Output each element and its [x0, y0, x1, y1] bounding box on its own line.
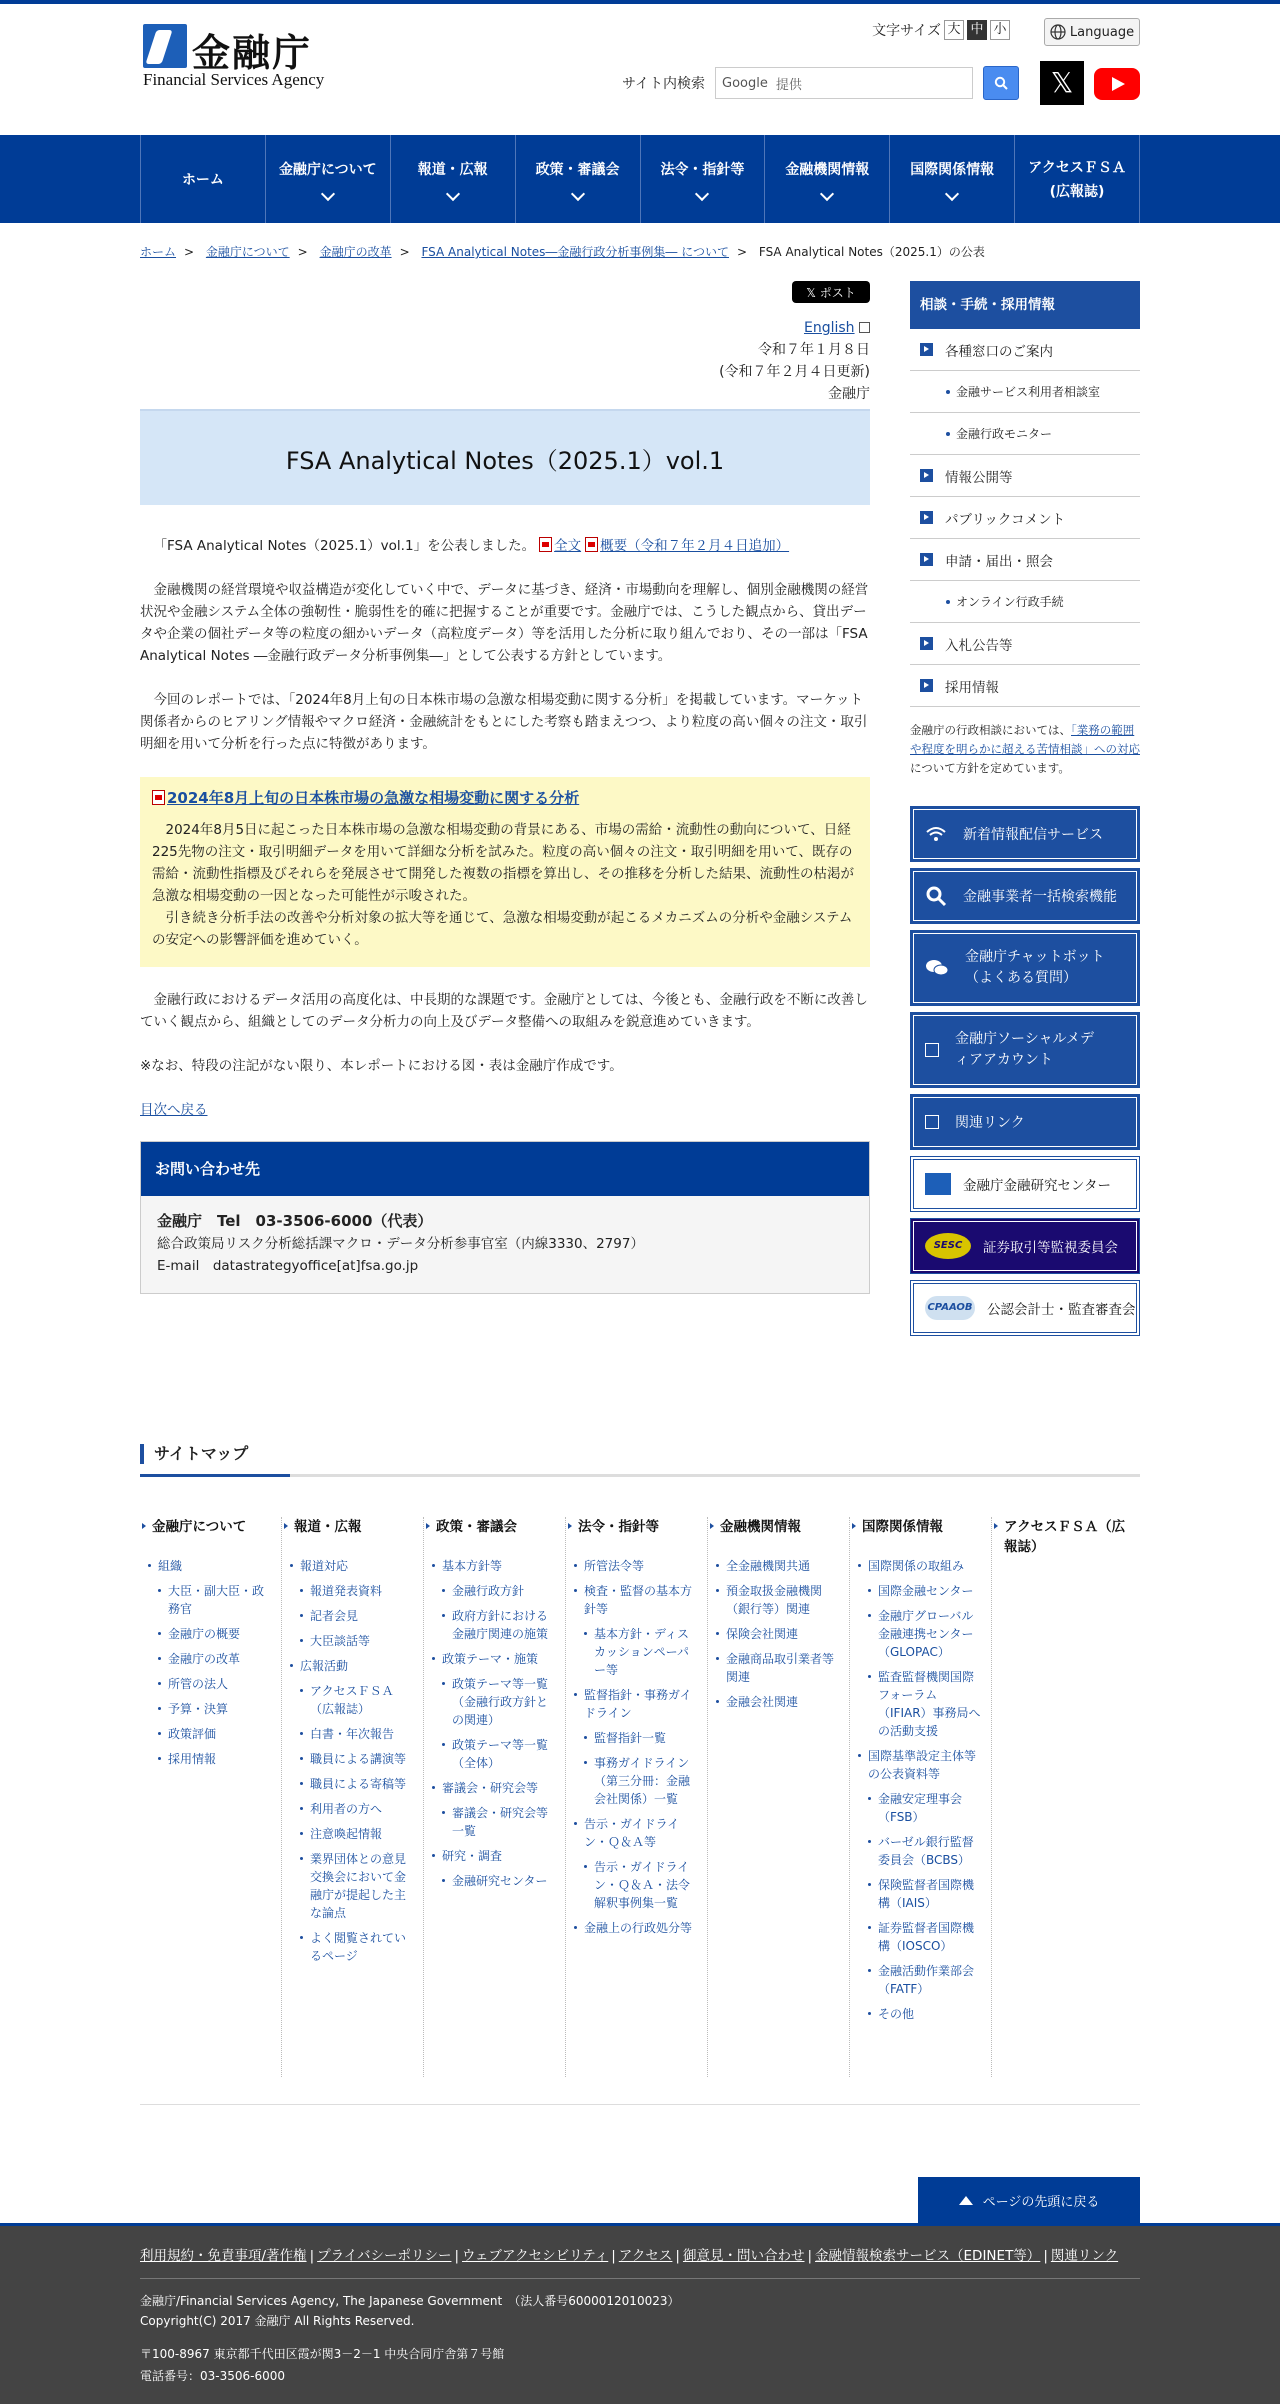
sitemap-link[interactable]: 政府方針における金融庁関連の施策: [426, 1607, 557, 1643]
footer-copyright: [140, 2291, 1140, 2331]
english-link[interactable]: English: [803, 320, 855, 336]
sidebar-note: [910, 721, 1140, 778]
nav-institutions[interactable]: [765, 135, 890, 223]
footer-link[interactable]: ウェブアクセシビリティ: [462, 2248, 609, 2264]
sitemap-link[interactable]: 基本方針等: [426, 1557, 557, 1575]
intro-text: 「FSA Analytical Notes（2025.1）vol.1」を公表しました。: [153, 538, 536, 554]
site-header: [140, 4, 1140, 135]
sitemap-link[interactable]: 証券監督者国際機構（IOSCO）: [852, 1919, 983, 1955]
sitemap-link[interactable]: 研究・調査: [426, 1847, 557, 1865]
sitemap-link[interactable]: 職員による寄稿等: [284, 1775, 415, 1793]
business-search-button[interactable]: [910, 868, 1140, 924]
sitemap-link[interactable]: 業界団体との意見交換会において金融庁が提起した主な論点: [284, 1850, 415, 1922]
sidebar-sub-monitor[interactable]: [910, 413, 1140, 455]
corporate-line: 金融庁/Financial Services Agency, The Japanese Government （法人番号6000012010023）: [140, 2294, 680, 2308]
paragraph: 今回のレポートでは、「2024年8月上旬の日本株市場の急激な相場変動に関する分析」を掲載しています。マーケット関係者からのヒアリング情報やマクロ経済・金融統計をもとにした考察も踏まえつつ、より粒度の高い個々の注文・取引明細を用いて分析を行った点に特徴があります。: [140, 692, 868, 752]
footer-link[interactable]: プライバシーポリシー: [317, 2248, 452, 2264]
sitemap-columns: [140, 1517, 1140, 2077]
button-label: 証券取引等監視委員会: [983, 1240, 1118, 1256]
chatbot-button[interactable]: [910, 930, 1140, 1006]
contact-name: 金融庁 Tel 03-3506-6000（代表）: [157, 1212, 433, 1230]
note-text: 金融庁の行政相談においては、: [910, 723, 1071, 737]
sesc-button[interactable]: [910, 1218, 1140, 1274]
sitemap-link[interactable]: 政策テーマ・施策: [426, 1650, 557, 1668]
sitemap-column-heading[interactable]: 法令・指針等: [568, 1517, 699, 1537]
sidebar-item-label: オンライン行政手続: [956, 595, 1064, 609]
separator: |: [454, 2248, 460, 2264]
page-title: FSA Analytical Notes（2025.1）vol.1: [140, 409, 870, 505]
sitemap-title: サイトマップ: [140, 1444, 1140, 1464]
sitemap-link[interactable]: 金融研究センター: [426, 1872, 557, 1890]
sitemap-link[interactable]: 審議会・研究会等一覧: [426, 1804, 557, 1840]
sitemap-column: [140, 1517, 282, 2077]
news-delivery-button[interactable]: [910, 806, 1140, 862]
sitemap-column-heading[interactable]: 金融庁について: [142, 1517, 273, 1537]
breadcrumb-about[interactable]: 金融庁について: [205, 245, 290, 259]
search-icon: [994, 76, 1008, 90]
back-to-top-button[interactable]: [918, 2177, 1140, 2223]
sitemap-link[interactable]: 国際基準設定主体等の公表資料等: [852, 1747, 983, 1783]
breadcrumb-current: FSA Analytical Notes（2025.1）の公表: [758, 245, 985, 259]
footer-link[interactable]: 金融情報検索サービス（EDINET等）: [815, 2248, 1041, 2264]
globe-icon: [1050, 24, 1066, 40]
sitemap-column: [850, 1517, 992, 2077]
font-size-medium-button[interactable]: 中: [967, 20, 987, 40]
breadcrumb: ホーム > 金融庁について > 金融庁の改革 > FSA Analytical Notes―金融行政分析事例集― について > FSA Analytical Notes（2025.1）の公表: [140, 245, 985, 259]
sidebar-sub-online[interactable]: [910, 581, 1140, 623]
arrow-icon: [920, 343, 933, 356]
search-input[interactable]: [715, 67, 973, 99]
nav-policy[interactable]: [516, 135, 641, 223]
sitemap-link[interactable]: 国際金融センター: [852, 1582, 983, 1600]
cpaaob-logo-icon: CPAAOB: [925, 1296, 975, 1320]
sitemap-link[interactable]: アクセスＦＳＡ（広報誌）: [284, 1682, 415, 1718]
sitemap-link[interactable]: 所管の法人: [142, 1675, 273, 1693]
nav-international[interactable]: [890, 135, 1015, 223]
chevron-down-icon: [446, 187, 460, 201]
sitemap-link[interactable]: 金融安定理事会（FSB）: [852, 1790, 983, 1826]
divider: [140, 2278, 1140, 2279]
sitemap: [140, 1444, 1140, 2077]
sitemap-link[interactable]: 検査・監督の基本方針等: [568, 1582, 699, 1618]
paragraph: 金融機関の経営環境や収益構造が変化していく中で、データに基づき、経済・市場動向を理解し、個別金融機関の経営状況や金融システム全体の強靭性・脆弱性を的確に把握することが重要です。金融庁では、こうした観点から、貸出データや企業の個社データ等の粒度の細かいデータ（高粒度データ）等を活用した分析に取り組んでおり、その一部は「FSA Analytical Notes ―金融行政データ分析事例集―」として公表する方針としています。: [140, 582, 869, 664]
sidebar-item-bids[interactable]: [910, 623, 1140, 665]
pdf-icon: [539, 537, 552, 552]
nav-laws[interactable]: [641, 135, 766, 223]
footer-link[interactable]: 御意見・問い合わせ: [682, 2248, 805, 2264]
wifi-icon: [925, 825, 947, 843]
button-label: ページの先頭に戻る: [982, 2194, 1100, 2210]
sitemap-link[interactable]: 金融庁グローバル金融連携センター（GLOPAC）: [852, 1607, 983, 1661]
chevron-down-icon: [695, 187, 709, 201]
contact-heading: お問い合わせ先: [141, 1142, 869, 1196]
report-link[interactable]: 2024年8月上旬の日本株市場の急激な相場変動に関する分析: [167, 789, 580, 807]
sitemap-column-heading[interactable]: 金融機関情報: [710, 1517, 841, 1537]
sidebar-item-recruit[interactable]: [910, 665, 1140, 707]
nav-label: 金融機関情報: [785, 162, 870, 178]
breadcrumb-fsa-notes[interactable]: FSA Analytical Notes―金融行政分析事例集― について: [421, 245, 729, 259]
sidebar-item-application[interactable]: [910, 539, 1140, 581]
sitemap-link[interactable]: 政策評価: [142, 1725, 273, 1743]
sitemap-link[interactable]: 報道対応: [284, 1557, 415, 1575]
site-search: [622, 66, 1019, 100]
divider: [140, 2104, 1140, 2105]
sitemap-link[interactable]: 採用情報: [142, 1750, 273, 1768]
sitemap-column: [424, 1517, 566, 2077]
publish-date: 令和７年１月８日: [758, 342, 870, 358]
article-body: [140, 535, 870, 1294]
sitemap-link[interactable]: 所管法令等: [568, 1557, 699, 1575]
sidebar: [910, 281, 1140, 1342]
nav-label: 報道・広報: [417, 162, 488, 178]
social-media-button[interactable]: [910, 1012, 1140, 1088]
sitemap-link[interactable]: 国際関係の取組み: [852, 1557, 983, 1575]
nav-label: 金融庁について: [278, 162, 377, 178]
chevron-down-icon: [321, 187, 335, 201]
nav-label: ホーム: [181, 172, 224, 188]
sidebar-item-contacts[interactable]: [910, 329, 1140, 371]
x-social-icon[interactable]: 𝕏: [1040, 61, 1084, 105]
chevron-down-icon: [820, 187, 834, 201]
nav-label: 国際関係情報: [910, 162, 995, 178]
contact-dept: 総合政策局リスク分析総括課マクロ・データ分析参事官室（内線3330、2797）: [157, 1236, 644, 1252]
button-label: 金融庁チャットボット（よくある質問）: [965, 949, 1105, 986]
sitemap-link[interactable]: 職員による講演等: [284, 1750, 415, 1768]
site-footer: [0, 2223, 1280, 2404]
sitemap-column-heading[interactable]: アクセスＦＳＡ（広報誌）: [994, 1517, 1126, 1557]
search-label: サイト内検索: [622, 76, 706, 92]
sitemap-link[interactable]: 報道発表資料: [284, 1582, 415, 1600]
sitemap-link[interactable]: 告示・ガイドライン・Ｑ＆Ａ等: [568, 1815, 699, 1851]
sitemap-link[interactable]: 金融活動作業部会（FATF）: [852, 1962, 983, 1998]
separator: |: [1043, 2248, 1048, 2264]
sidebar-item-label: 申請・届出・照会: [945, 553, 1053, 570]
button-label: 公認会計士・監査審査会: [987, 1302, 1136, 1318]
nav-press[interactable]: [391, 135, 516, 223]
sitemap-column: [282, 1517, 424, 2077]
arrow-icon: [920, 637, 933, 650]
sitemap-link[interactable]: 監査監督機関国際フォーラム（IFIAR）事務局への活動支援: [852, 1668, 983, 1740]
sitemap-column-heading[interactable]: 報道・広報: [284, 1517, 415, 1537]
contact-email: E-mail datastrategyoffice[at]fsa.go.jp: [157, 1258, 419, 1274]
sitemap-link[interactable]: 予算・決算: [142, 1700, 273, 1718]
page-meta: [719, 317, 870, 405]
sitemap-link[interactable]: 注意喚起情報: [284, 1825, 415, 1843]
sitemap-link[interactable]: 記者会見: [284, 1607, 415, 1625]
sitemap-link[interactable]: 金融上の行政処分等: [568, 1919, 699, 1937]
fsa-logo-mark-icon: [143, 24, 187, 68]
button-label: 金融庁ソーシャルメディアアカウント: [955, 1031, 1095, 1068]
search-icon: [925, 885, 947, 907]
sitemap-link[interactable]: 基本方針・ディスカッションペーパー等: [568, 1625, 699, 1679]
global-nav: [0, 135, 1280, 223]
sitemap-link[interactable]: 金融庁の概要: [142, 1625, 273, 1643]
sitemap-column-heading[interactable]: 政策・審議会: [426, 1517, 557, 1537]
logo-text-jp: 金融庁: [192, 30, 313, 75]
arrow-icon: [920, 679, 933, 692]
sidebar-item-label: 各種窓口のご案内: [945, 343, 1053, 360]
intro-paragraph: [140, 535, 870, 557]
button-label: 関連リンク: [955, 1115, 1025, 1131]
sidebar-heading: 相談・手続・採用情報: [910, 281, 1140, 329]
language-label: Language: [1069, 24, 1135, 40]
nav-label: 法令・指針等: [660, 162, 745, 178]
sitemap-link[interactable]: 広報活動: [284, 1657, 415, 1675]
sitemap-link[interactable]: 大臣談話等: [284, 1632, 415, 1650]
button-label: 新着情報配信サービス: [963, 827, 1103, 843]
search-placeholder: 提供: [775, 77, 802, 93]
sidebar-item-public-comment[interactable]: [910, 497, 1140, 539]
sitemap-column: [566, 1517, 708, 2077]
sitemap-link[interactable]: 保険監督者国際機構（IAIS）: [852, 1876, 983, 1912]
sidebar-item-label: 金融サービス利用者相談室: [956, 385, 1101, 399]
sidebar-item-label: 金融行政モニター: [956, 427, 1053, 441]
sitemap-link[interactable]: 金融商品取引業者等関連: [710, 1650, 841, 1686]
nav-label-sub: (広報誌): [1049, 184, 1105, 200]
sitemap-link[interactable]: 金融会社関連: [710, 1693, 841, 1711]
sitemap-link[interactable]: 組織: [142, 1557, 273, 1575]
sidebar-item-label: パブリックコメント: [945, 511, 1066, 528]
sitemap-link[interactable]: 事務ガイドライン（第三分冊：金融会社関係）一覧: [568, 1754, 699, 1808]
back-to-index-link[interactable]: 目次へ戻る: [140, 1102, 208, 1118]
sitemap-link[interactable]: 保険会社関連: [710, 1625, 841, 1643]
arrow-icon: [925, 1043, 939, 1057]
publisher: 金融庁: [828, 386, 870, 402]
sitemap-link[interactable]: その他: [852, 2005, 983, 2023]
sitemap-column: [708, 1517, 850, 2077]
tel-line: 電話番号：03-3506-6000: [140, 2369, 286, 2383]
nav-access-fsa[interactable]: [1015, 135, 1140, 223]
arrow-icon: [925, 1115, 939, 1129]
search-button[interactable]: [983, 66, 1019, 100]
footer-address: [140, 2343, 1140, 2387]
pdf-icon: [152, 790, 165, 805]
font-size-small-button[interactable]: 小: [990, 20, 1010, 40]
sitemap-link[interactable]: よく閲覧されているページ: [284, 1929, 415, 1965]
chevron-down-icon: [570, 187, 584, 201]
sitemap-link[interactable]: 金融庁の改革: [142, 1650, 273, 1668]
arrow-icon: [920, 469, 933, 482]
separator: |: [675, 2248, 680, 2264]
address-line: 〒100-8967 東京都千代田区霞が関3－2－1 中央合同庁舎第７号館: [140, 2347, 505, 2361]
external-link-icon: [859, 322, 870, 333]
arrow-up-icon: [959, 2196, 973, 2205]
arrow-icon: [920, 511, 933, 524]
footer-link[interactable]: 利用規約・免責事項/著作権: [140, 2248, 307, 2264]
button-label: 金融庁金融研究センター: [963, 1178, 1111, 1194]
logo-text-en: Financial Services Agency: [143, 70, 325, 89]
breadcrumb-home[interactable]: ホーム: [140, 245, 177, 259]
nav-label: 政策・審議会: [535, 162, 620, 178]
sitemap-link[interactable]: 監督指針一覧: [568, 1729, 699, 1747]
nav-label: アクセスＦＳＡ: [1028, 160, 1126, 176]
x-post-button[interactable]: 𝕏 ポスト: [792, 281, 870, 303]
highlight-title: [152, 787, 858, 809]
summary-link[interactable]: 概要（令和７年２月４日追加）: [600, 538, 790, 554]
arrow-icon: [920, 553, 933, 566]
highlight-paragraph: 2024年8月5日に起こった日本株市場の急激な相場変動の背景にある、市場の需給・流動性の動向について、日経225先物の注文・取引明細データを用いて詳細な分析を試みた。粒度の高い個々の注文・取引明細を用いて、既存の需給・流動性指標及びそれらを発展させて開発した複数の指標を算出し、その推移を分析した結果、流動性の枯渇が急激な相場変動の一因となった可能性が示唆された。: [152, 822, 854, 904]
youtube-icon[interactable]: [1094, 68, 1140, 100]
sidebar-item-label: 採用情報: [945, 679, 999, 696]
footer-link[interactable]: アクセス: [618, 2248, 673, 2264]
sitemap-link[interactable]: バーゼル銀行監督委員会（BCBS）: [852, 1833, 983, 1869]
sidebar-item-label: 入札公告等: [945, 637, 1013, 654]
language-button[interactable]: [1044, 18, 1140, 46]
highlight-box: [140, 777, 870, 967]
footer-link[interactable]: 関連リンク: [1050, 2248, 1119, 2264]
highlight-paragraph: 引き続き分析手法の改善や分析対象の拡大等を通じて、急激な相場変動が起こるメカニズムの分析や金融システムの安定への影響評価を進めていく。: [152, 910, 853, 948]
nav-about[interactable]: [266, 135, 391, 223]
fsa-logo[interactable]: [140, 22, 340, 92]
chevron-down-icon: [945, 187, 959, 201]
sitemap-column: [992, 1517, 1134, 2077]
sesc-logo-icon: SESC: [925, 1233, 971, 1259]
google-brand: Google: [722, 75, 768, 91]
breadcrumb-reform[interactable]: 金融庁の改革: [319, 245, 392, 259]
copyright-line: Copyright(C) 2017 金融庁 All Rights Reserved.: [140, 2314, 415, 2328]
sidebar-item-label: 情報公開等: [945, 469, 1013, 486]
sitemap-link[interactable]: 審議会・研究会等: [426, 1779, 557, 1797]
sitemap-link[interactable]: 大臣・副大臣・政務官: [142, 1582, 273, 1618]
separator: |: [807, 2248, 813, 2264]
sitemap-link[interactable]: 全金融機関共通: [710, 1557, 841, 1575]
divider: [140, 1474, 1140, 1477]
paragraph: 金融行政におけるデータ活用の高度化は、中長期的な課題です。金融庁としては、今後とも、金融行政を不断に改善していく観点から、組織としてのデータ分析力の向上及びデータ整備への取組みを鋭意進めていきます。: [140, 992, 868, 1030]
separator: |: [309, 2248, 315, 2264]
policy-link[interactable]: 「業務の範囲や程度を明らかに超える苦情相談」への対応: [910, 723, 1140, 756]
chat-bubble-icon: [925, 958, 949, 978]
sitemap-link[interactable]: 告示・ガイドライン・Ｑ＆Ａ・法令解釈事例集一覧: [568, 1858, 699, 1912]
contact-box: [140, 1141, 870, 1294]
research-center-button[interactable]: [910, 1156, 1140, 1212]
font-size-large-button[interactable]: 大: [944, 20, 964, 40]
sitemap-link[interactable]: 政策テーマ等一覧（全体）: [426, 1736, 557, 1772]
sitemap-link[interactable]: 監督指針・事務ガイドライン: [568, 1686, 699, 1722]
nav-home[interactable]: [141, 135, 266, 223]
sitemap-link[interactable]: 預金取扱金融機関（銀行等）関連: [710, 1582, 841, 1618]
button-label: 金融事業者一括検索機能: [963, 889, 1117, 905]
note-paragraph: ※なお、特段の注記がない限り、本レポートにおける図・表は金融庁作成です。: [140, 1058, 623, 1074]
fsa-logo-icon: [925, 1173, 951, 1195]
sitemap-link[interactable]: 白書・年次報告: [284, 1725, 415, 1743]
pdf-icon: [585, 537, 598, 552]
full-text-link[interactable]: 全文: [554, 538, 582, 554]
footer-links: [140, 2244, 1140, 2264]
font-size-switcher: [872, 20, 1010, 40]
separator: |: [611, 2248, 616, 2264]
sitemap-column-heading[interactable]: 国際関係情報: [852, 1517, 983, 1537]
note-text: について方針を定めています。: [910, 761, 1070, 775]
sitemap-link[interactable]: 政策テーマ等一覧（金融行政方針との関連）: [426, 1675, 557, 1729]
content-area: [140, 223, 1140, 1423]
updated-date: (令和７年２月４日更新): [719, 364, 870, 380]
sitemap-link[interactable]: 利用者の方へ: [284, 1800, 415, 1818]
font-size-label: 文字サイズ: [872, 23, 941, 39]
sidebar-sub-consult[interactable]: [910, 371, 1140, 413]
sitemap-link[interactable]: 金融行政方針: [426, 1582, 557, 1600]
related-links-button[interactable]: [910, 1094, 1140, 1150]
sidebar-item-disclosure[interactable]: [910, 455, 1140, 497]
cpaaob-button[interactable]: [910, 1280, 1140, 1336]
